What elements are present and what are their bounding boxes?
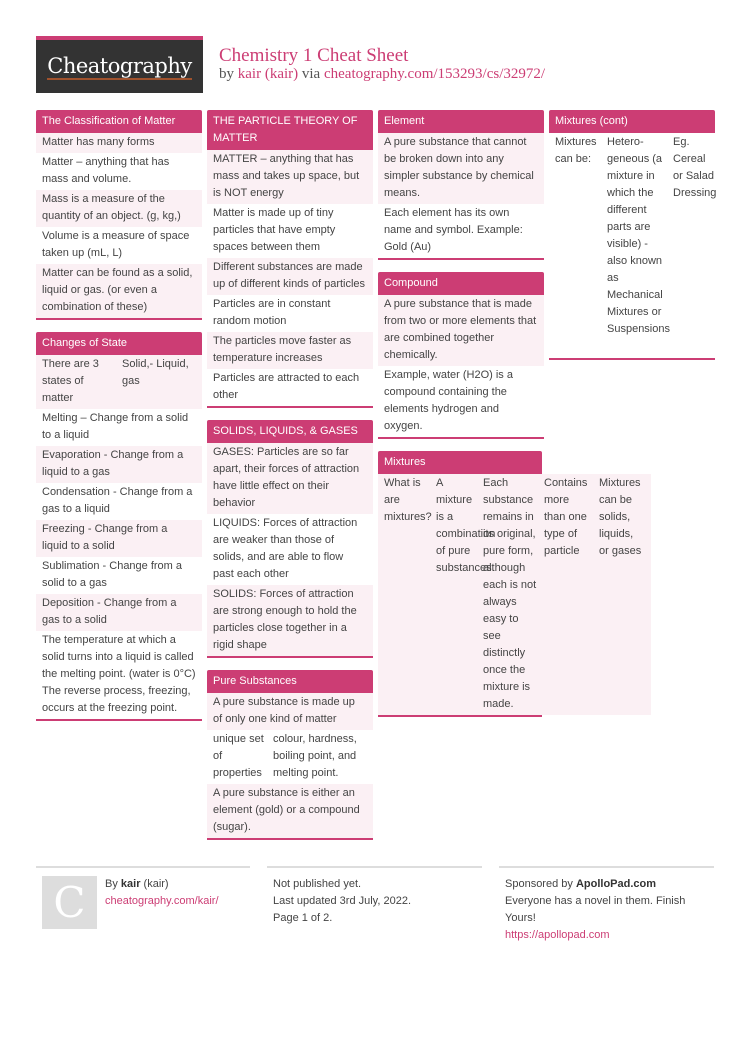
column-4: [549, 110, 715, 372]
section-mixtures-cont: [549, 110, 715, 360]
list-item: What is are mixtures? A mixture is a combination of pure substances. Each substance remains in its original, pure form, although each is not always easy to see distinctly once the mixture is made. Contains more than one type of particle Mixtures can be solids, liquids, or gases: [378, 474, 651, 715]
section-header: Mixtures: [378, 451, 542, 474]
section-compound: [378, 272, 544, 439]
footer: [36, 866, 750, 946]
section-classification: [36, 110, 202, 320]
list-item: Sublimation - Change from a solid to a gas: [36, 557, 202, 594]
section-mixtures: [378, 451, 651, 717]
content-columns: [36, 0, 750, 852]
list-item: Melting – Change from a solid to a liquid: [36, 409, 202, 446]
author-avatar: C: [42, 876, 97, 929]
page-title: Chemistry 1 Cheat Sheet: [219, 45, 409, 66]
list-item: Example, water (H2O) is a compound containing the elements hydrogen and oxygen.: [378, 366, 544, 437]
sheet-url-link[interactable]: cheatography.com/153293/cs/32972/: [323, 66, 546, 82]
list-item: Deposition - Change from a gas to a solid: [36, 594, 202, 631]
list-item: Particles are attracted to each other: [207, 369, 373, 406]
list-item: Matter can be found as a solid, liquid or gas. (or even a combination of these): [36, 264, 202, 318]
column-2: [207, 110, 373, 852]
list-item: A pure substance is made up of only one kind of matter: [207, 693, 373, 730]
list-item: A pure substance is either an element (gold) or a compound (sugar).: [207, 784, 373, 838]
list-item: Each element has its own name and symbol. Example: Gold (Au): [378, 204, 544, 258]
list-item: Mixtures can be: Hetero- geneous (a mixture in which the different parts are visible) - also known as Mechanical Mixtures or Suspensions Eg. Cereal or Salad Dressing: [555, 136, 717, 335]
section-divider: [378, 715, 542, 717]
list-item: Volume is a measure of space taken up (mL, L): [36, 227, 202, 264]
byline: by kair (kair) via cheatography.com/153293/cs/32972/: [219, 66, 546, 82]
section-particle-theory: [207, 110, 373, 408]
list-item: A pure substance that cannot be broken down into any simpler substance by chemical means.: [378, 133, 544, 204]
section-header: Changes of State: [36, 332, 202, 355]
list-item: unique set of properties colour, hardness, boiling point, and melting point.: [207, 730, 373, 784]
list-item: Evaporation - Change from a liquid to a gas: [36, 446, 202, 483]
list-item: Freezing - Change from a liquid to a solid: [36, 520, 202, 557]
section-header: The Classification of Matter: [36, 110, 202, 133]
list-item: Mass is a measure of the quantity of an object. (g, kg,): [36, 190, 202, 227]
section-element: [378, 110, 544, 260]
list-item: Condensation - Change from a gas to a liquid: [36, 483, 202, 520]
list-item: LIQUIDS: Forces of attraction are weaker than those of solids, and are able to flow past each other: [207, 514, 373, 585]
list-item: A pure substance that is made from two or more elements that are combined together chemically.: [378, 295, 544, 366]
author-link[interactable]: kair (kair): [237, 66, 299, 82]
list-item: The temperature at which a solid turns into a liquid is called the melting point. (water is 0°C) The reverse process, freezing, occurs at the freezing point.: [36, 631, 202, 719]
list-item: Matter is made up of tiny particles that have empty spaces between them: [207, 204, 373, 258]
section-header: Compound: [378, 272, 544, 295]
section-header: Element: [378, 110, 544, 133]
list-item: MATTER – anything that has mass and takes up space, but is NOT energy: [207, 150, 373, 204]
list-item: Matter has many forms: [36, 133, 202, 153]
list-item: The particles move faster as temperature increases: [207, 332, 373, 369]
footer-sponsor: Sponsored by ApolloPad.com Everyone has a novel in them. Finish Yours! https://apollopad.com: [499, 866, 714, 946]
section-header: SOLIDS, LIQUIDS, & GASES: [207, 420, 373, 443]
section-solids-liquids-gases: [207, 420, 373, 658]
list-item: SOLIDS: Forces of attraction are strong enough to hold the particles close together in a rigid shape: [207, 585, 373, 656]
list-item: Particles are in constant random motion: [207, 295, 373, 332]
list-item: Different substances are made up of different kinds of particles: [207, 258, 373, 295]
author-profile-link[interactable]: cheatography.com/kair/: [105, 895, 219, 907]
section-pure-substances: [207, 670, 373, 840]
section-header: THE PARTICLE THEORY OF MATTER: [207, 110, 373, 150]
list-item: There are 3 states of matter Solid,- Liquid, gas: [36, 355, 202, 409]
footer-status: Not published yet. Last updated 3rd July, 2022. Page 1 of 2.: [267, 866, 482, 946]
cheatography-logo[interactable]: Cheatography: [36, 36, 203, 93]
footer-author: C By kair (kair) cheatography.com/kair/: [36, 866, 250, 946]
section-header: Mixtures (cont): [549, 110, 715, 133]
list-item: Matter – anything that has mass and volume.: [36, 153, 202, 190]
section-changes-of-state: [36, 332, 202, 721]
sponsor-link[interactable]: https://apollopad.com: [505, 929, 610, 941]
section-header: Pure Substances: [207, 670, 373, 693]
column-1: [36, 110, 202, 733]
list-item: GASES: Particles are so far apart, their forces of attraction have little effect on their behavior: [207, 443, 373, 514]
